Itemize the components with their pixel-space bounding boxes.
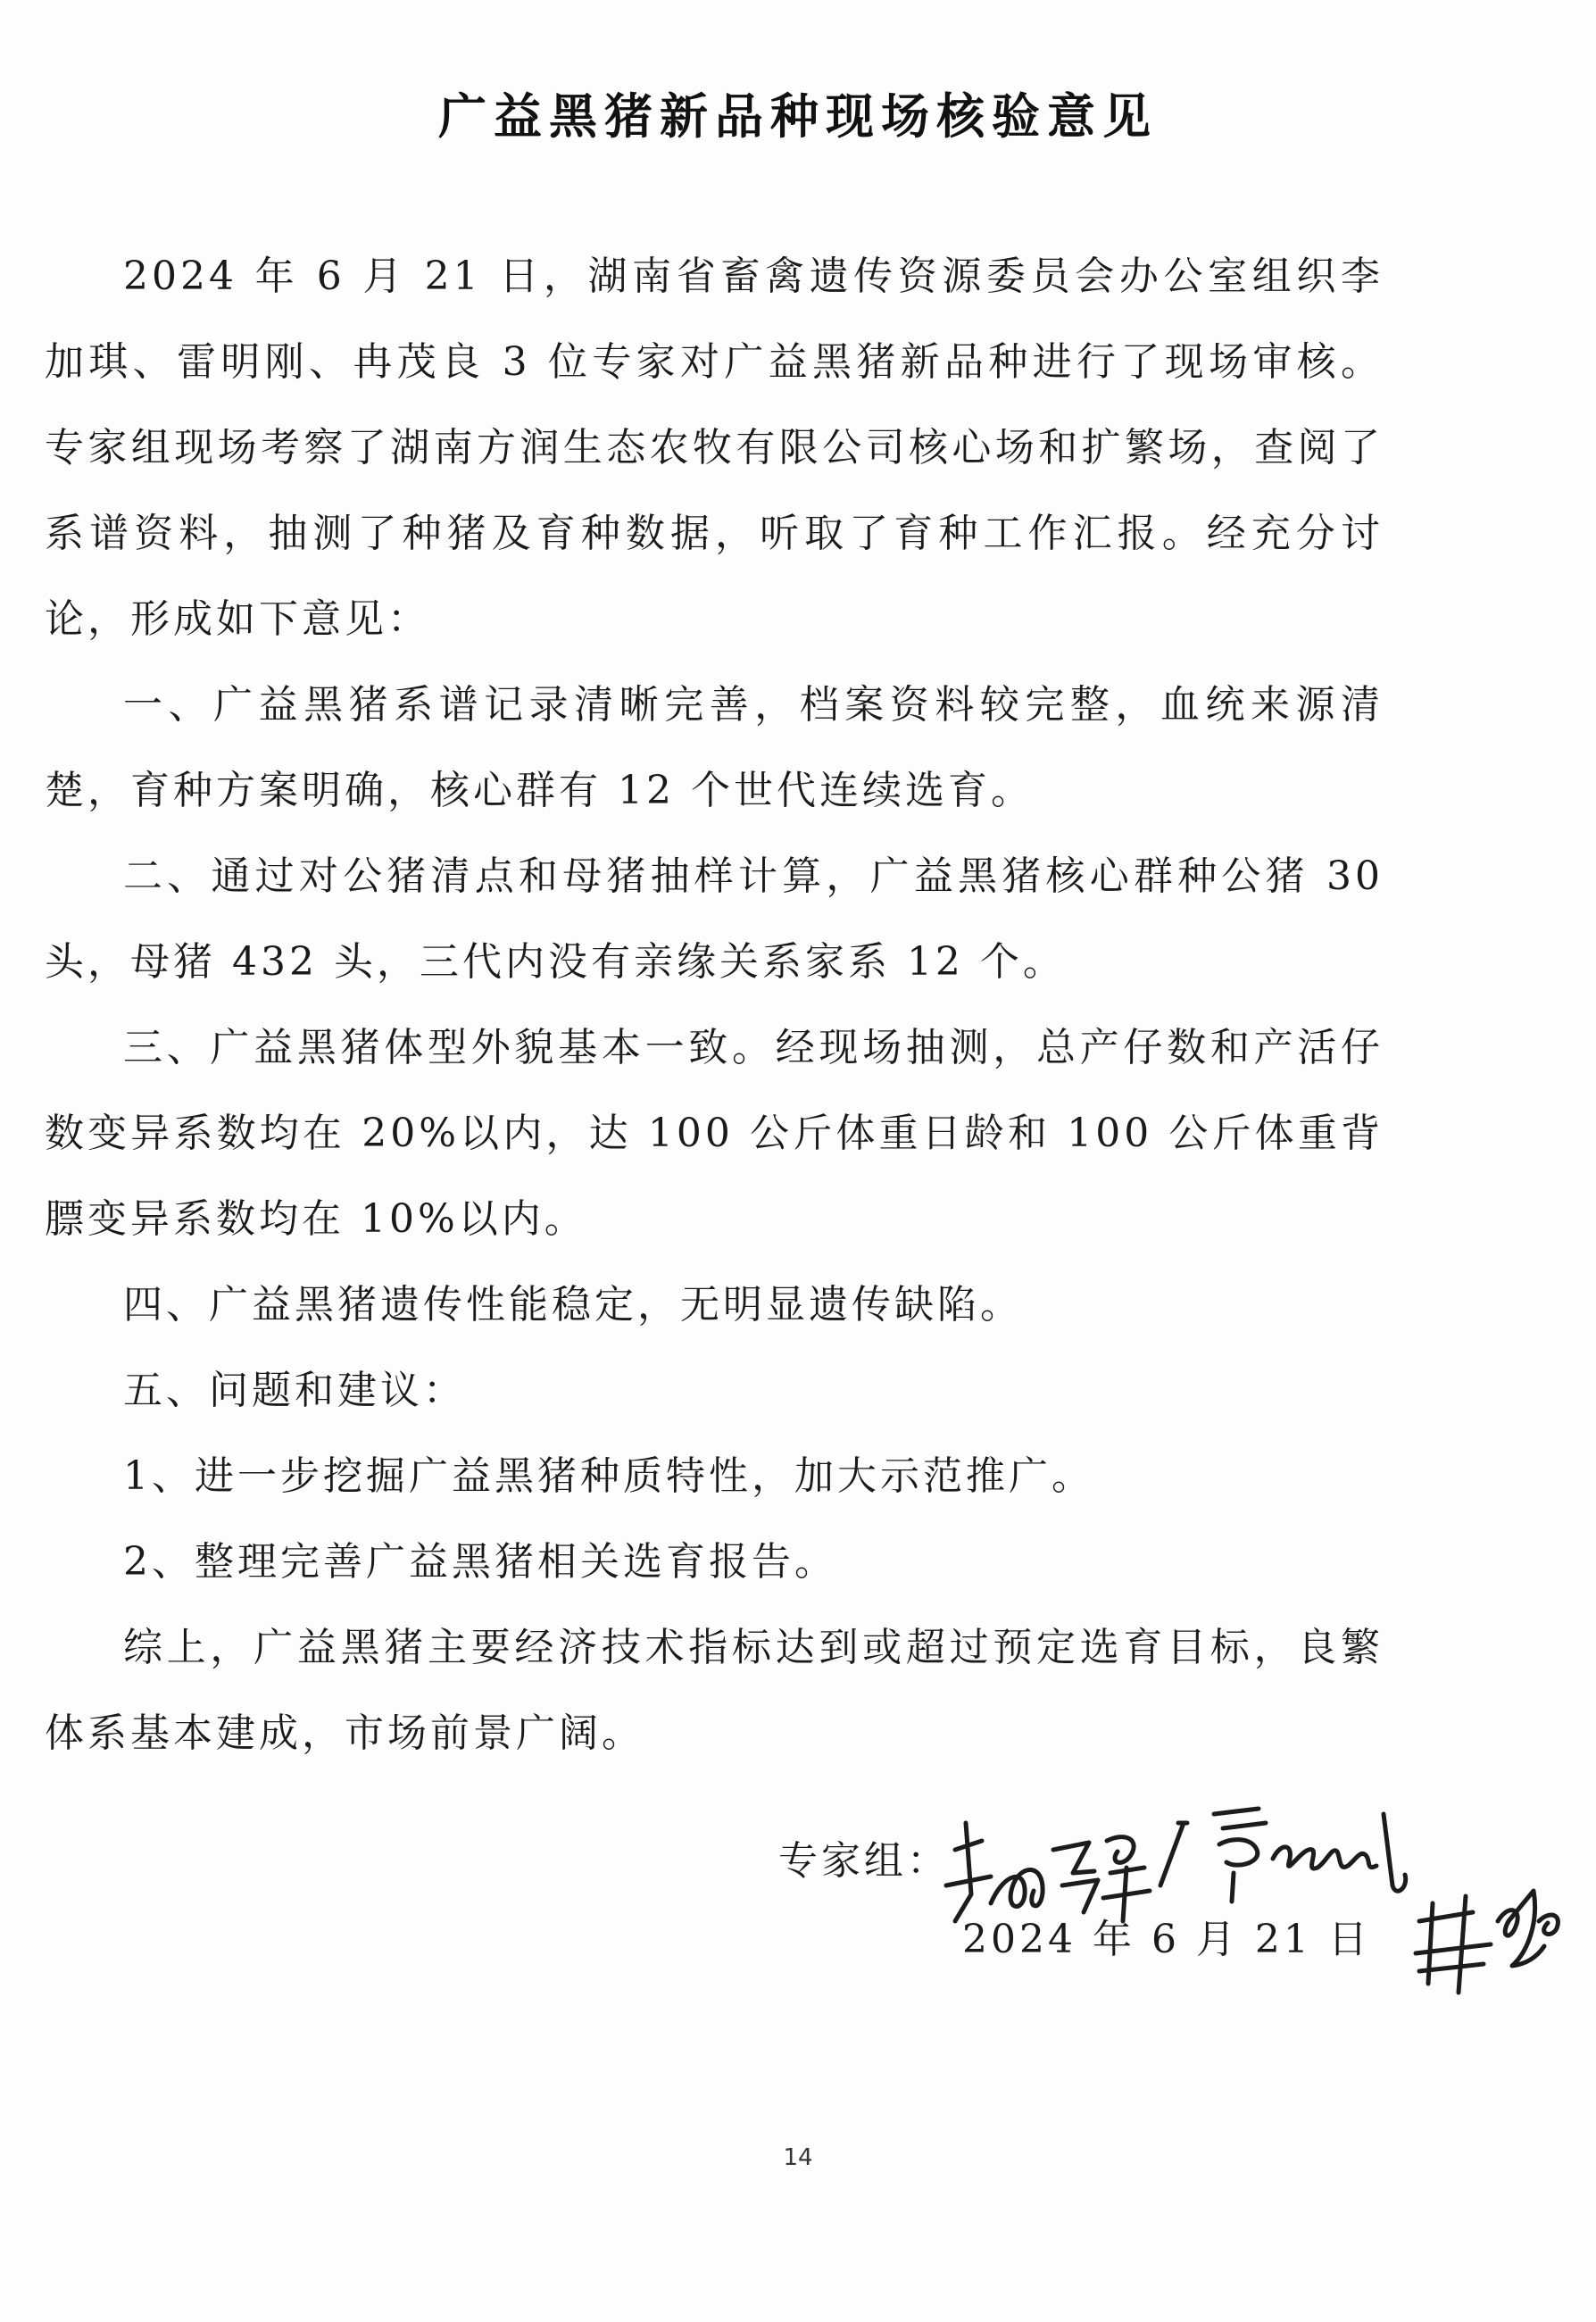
signature-scrawl-1 — [946, 1823, 1150, 1921]
signature-date: 2024 年 6 月 21 日 — [962, 1917, 1371, 1962]
signature-scrawl-3 — [1416, 1891, 1558, 1993]
signature-block — [768, 1803, 1571, 2000]
handwritten-signatures — [919, 1787, 1562, 2002]
paragraph-suggestion-2: 2、整理完善广益黑猪相关选育报告。 — [123, 1539, 837, 1585]
paragraph-opinion-1: 一、广益黑猪系谱记录清晰完善，档案资料较完整，血统来源清楚，育种方案明确，核心群有 12 个世代连续选育。 — [45, 682, 1384, 813]
paragraph-opinion-4: 四、广益黑猪遗传性能稳定，无明显遗传缺陷。 — [123, 1282, 1023, 1327]
page-number: 14 — [783, 2144, 813, 2171]
document-body — [45, 234, 1384, 1777]
paragraph-conclusion: 综上，广益黑猪主要经济技术指标达到或超过预定选育目标，良繁体系基本建成，市场前景广阔。 — [45, 1625, 1384, 1756]
paragraph-suggestion-1: 1、进一步挖掘广益黑猪种质特性，加大示范推广。 — [123, 1453, 1094, 1499]
document-title: 广益黑猪新品种现场核验意见 — [438, 88, 1158, 145]
paragraph-opinion-5: 五、问题和建议： — [123, 1368, 466, 1413]
paragraph-opinion-2: 二、通过对公猪清点和母猪抽样计算，广益黑猪核心群种公猪 30 头，母猪 432 头，三代内没有亲缘关系家系 12 个。 — [45, 853, 1384, 985]
signature-scrawl-2 — [1160, 1809, 1406, 1902]
paragraph-intro: 2024 年 6 月 21 日，湖南省畜禽遗传资源委员会办公室组织李加琪、雷明刚、冉茂良 3 位专家对广益黑猪新品种进行了现场审核。专家组现场考察了湖南方润生态农牧有限公司核心场和扩繁场，查阅了系谱资料，抽测了种猪及育种数据，听取了育种工作汇报。经充分讨论，形成如下意见： — [45, 254, 1384, 642]
expert-group-label: 专家组： — [778, 1838, 950, 1884]
paragraph-opinion-3: 三、广益黑猪体型外貌基本一致。经现场抽测，总产仔数和产活仔数变异系数均在 20%以内，达 100 公斤体重日龄和 100 公斤体重背膘变异系数均在 10%以内。 — [45, 1025, 1384, 1242]
